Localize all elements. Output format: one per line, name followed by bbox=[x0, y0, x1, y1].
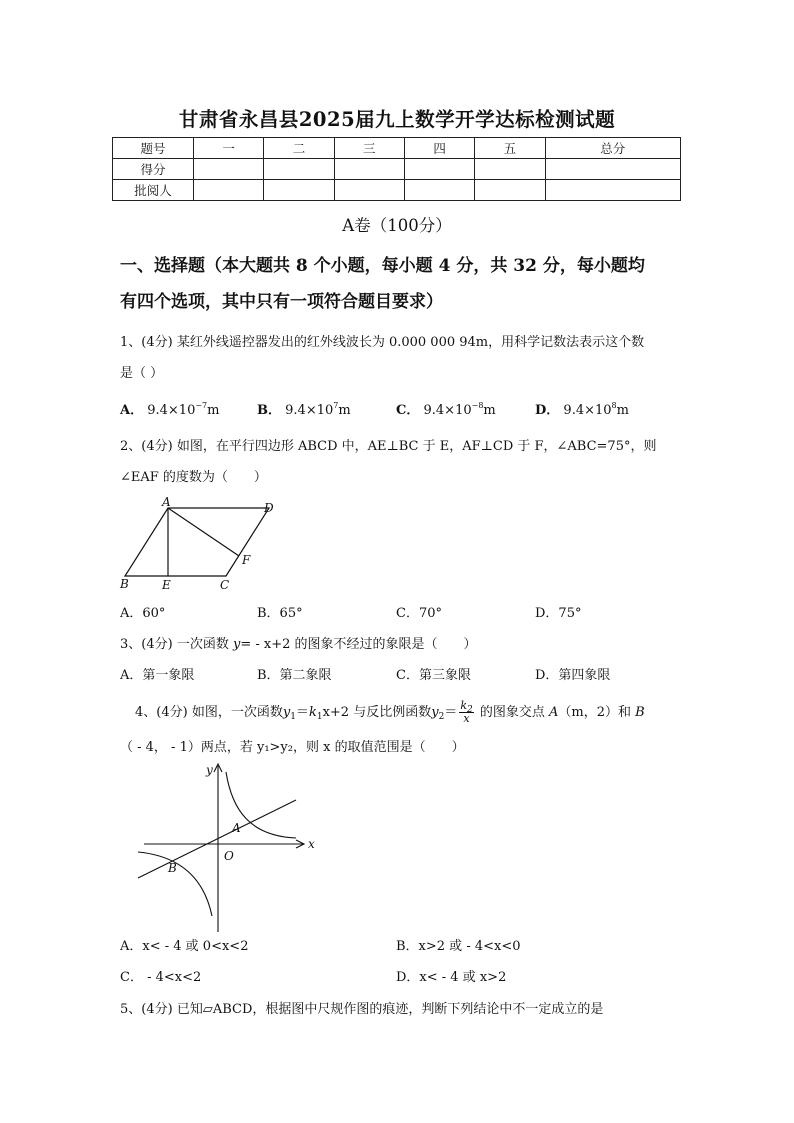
option-exponent: −8 bbox=[471, 401, 484, 410]
table-row bbox=[113, 159, 681, 180]
q4-part: x+2 与反比例函数 bbox=[322, 705, 432, 720]
table-cell: 批阅人 bbox=[113, 180, 194, 201]
q1-text-line2: 是（ ） bbox=[120, 366, 164, 381]
q4-sub: 1 bbox=[316, 712, 323, 722]
label-b: B bbox=[120, 577, 129, 591]
q4-var: y bbox=[282, 705, 291, 720]
option-label: A． bbox=[120, 403, 144, 418]
q4-text-line2: （ - 4， - 1）两点，若 y₁>y₂，则 x 的取值范围是（ ） bbox=[120, 740, 465, 755]
table-cell[interactable] bbox=[545, 159, 680, 180]
q3-text bbox=[120, 635, 477, 655]
q4-part: ＝ bbox=[444, 705, 458, 720]
q3-option-b[interactable]: B．第二象限 bbox=[257, 668, 332, 683]
q1-option-c[interactable] bbox=[396, 401, 496, 421]
q2-text-line2: ∠EAF 的度数为（ ） bbox=[120, 470, 267, 485]
table-cell[interactable] bbox=[475, 159, 545, 180]
table-cell[interactable] bbox=[194, 159, 264, 180]
table-cell[interactable] bbox=[545, 180, 680, 201]
q4-var: y bbox=[431, 705, 439, 720]
linear-function-line bbox=[138, 800, 296, 878]
q3-option-c[interactable]: C．第三象限 bbox=[396, 668, 471, 683]
option-exponent: 8 bbox=[611, 401, 617, 410]
parallelogram-figure bbox=[116, 496, 286, 596]
label-a: A bbox=[232, 821, 241, 835]
section-heading-line2: 有四个选项，其中只有一项符合题目要求） bbox=[120, 292, 443, 312]
label-f: F bbox=[242, 553, 251, 567]
q4-fraction bbox=[459, 700, 473, 725]
q3-rest: = - x+2 的图象不经过的象限是（ ） bbox=[240, 637, 477, 652]
option-unit: m bbox=[616, 403, 629, 418]
q2-option-b[interactable]: B．65° bbox=[257, 606, 303, 621]
q3-prefix: 3、(4分) 一次函数 bbox=[120, 637, 233, 652]
table-cell: 得分 bbox=[113, 159, 194, 180]
label-a: A bbox=[162, 496, 171, 509]
q4-part: ＝ bbox=[295, 705, 309, 720]
table-cell: 题号 bbox=[113, 138, 194, 159]
q2-text-line1: 2、(4分) 如图，在平行四边形 ABCD 中，AE⊥BC 于 E，AF⊥CD 于 F，∠ABC=75°，则 bbox=[120, 439, 657, 454]
table-cell[interactable] bbox=[264, 180, 334, 201]
q1-option-b[interactable] bbox=[257, 401, 351, 421]
table-cell: 二 bbox=[264, 138, 334, 159]
option-exponent: 7 bbox=[333, 401, 339, 410]
q4-point: A bbox=[548, 705, 559, 720]
table-cell[interactable] bbox=[264, 159, 334, 180]
q1-text-line1: 1、(4分) 某红外线遥控器发出的红外线波长为 0.000 000 94m，用科学记数法表示这个数 bbox=[120, 335, 645, 350]
table-cell: 三 bbox=[334, 138, 404, 159]
table-cell[interactable] bbox=[194, 180, 264, 201]
table-cell: 总分 bbox=[545, 138, 680, 159]
q3-option-a[interactable]: A．第一象限 bbox=[120, 668, 195, 683]
q2-option-a[interactable]: A．60° bbox=[120, 606, 166, 621]
table-row bbox=[113, 180, 681, 201]
q4-text-line1 bbox=[135, 700, 645, 725]
label-c: C bbox=[220, 578, 230, 592]
option-label: B． bbox=[257, 403, 281, 418]
label-o: O bbox=[224, 849, 234, 863]
q4-option-d[interactable]: D．x< - 4 或 x>2 bbox=[396, 970, 507, 985]
option-label: D． bbox=[535, 403, 560, 418]
q2-option-d[interactable]: D．75° bbox=[535, 606, 582, 621]
table-cell[interactable] bbox=[334, 180, 404, 201]
option-base: 9.4×10 bbox=[563, 403, 612, 418]
label-e: E bbox=[162, 578, 171, 592]
page-title: 甘肃省永昌县2025届九上数学开学达标检测试题 bbox=[178, 108, 616, 131]
altitude-af bbox=[168, 508, 239, 556]
option-exponent: −7 bbox=[195, 401, 208, 410]
option-base: 9.4×10 bbox=[423, 403, 472, 418]
table-cell: 一 bbox=[194, 138, 264, 159]
option-label: C． bbox=[396, 403, 420, 418]
fraction-numerator: $k_2$ bbox=[460, 699, 473, 715]
table-cell: 四 bbox=[404, 138, 474, 159]
q4-part: 4、(4分) 如图，一次函数 bbox=[135, 705, 283, 720]
option-unit: m bbox=[338, 403, 351, 418]
fraction-denominator: x bbox=[463, 712, 470, 725]
function-graph-figure bbox=[128, 760, 328, 935]
q3-function-var: y bbox=[232, 637, 241, 652]
label-y: y bbox=[206, 763, 213, 777]
label-b: B bbox=[168, 861, 177, 875]
q4-part: （m，2）和 bbox=[558, 705, 636, 720]
table-cell[interactable] bbox=[404, 180, 474, 201]
label-d: D bbox=[264, 501, 274, 515]
volume-heading: A卷（100分） bbox=[342, 216, 452, 235]
q1-option-a[interactable] bbox=[120, 401, 219, 421]
table-cell[interactable] bbox=[475, 180, 545, 201]
table-cell[interactable] bbox=[334, 159, 404, 180]
q4-option-b[interactable]: B．x>2 或 - 4<x<0 bbox=[396, 939, 521, 954]
option-unit: m bbox=[207, 403, 220, 418]
q4-option-c[interactable]: C． - 4<x<2 bbox=[120, 970, 202, 985]
score-table bbox=[112, 137, 681, 201]
table-row bbox=[113, 138, 681, 159]
option-unit: m bbox=[483, 403, 496, 418]
option-base: 9.4×10 bbox=[147, 403, 196, 418]
option-base: 9.4×10 bbox=[285, 403, 334, 418]
q5-text-line1: 5、(4分) 已知▱ABCD，根据图中尺规作图的痕迹，判断下列结论中不一定成立的是 bbox=[120, 1002, 604, 1017]
q4-option-a[interactable]: A．x< - 4 或 0<x<2 bbox=[120, 939, 249, 954]
q1-option-d[interactable] bbox=[535, 401, 629, 421]
q4-sub: 1 bbox=[290, 712, 296, 722]
q4-sub: 2 bbox=[438, 712, 445, 722]
section-heading-line1: 一、选择题（本大题共 8 个小题，每小题 4 分，共 32 分，每小题均 bbox=[120, 256, 645, 276]
q4-point: B bbox=[635, 705, 645, 720]
q2-option-c[interactable]: C．70° bbox=[396, 606, 442, 621]
q4-var: k bbox=[308, 705, 317, 720]
table-cell[interactable] bbox=[404, 159, 474, 180]
table-cell: 五 bbox=[475, 138, 545, 159]
q3-option-d[interactable]: D．第四象限 bbox=[535, 668, 611, 683]
label-x: x bbox=[308, 837, 315, 851]
q4-part: 的图象交点 bbox=[475, 705, 549, 720]
